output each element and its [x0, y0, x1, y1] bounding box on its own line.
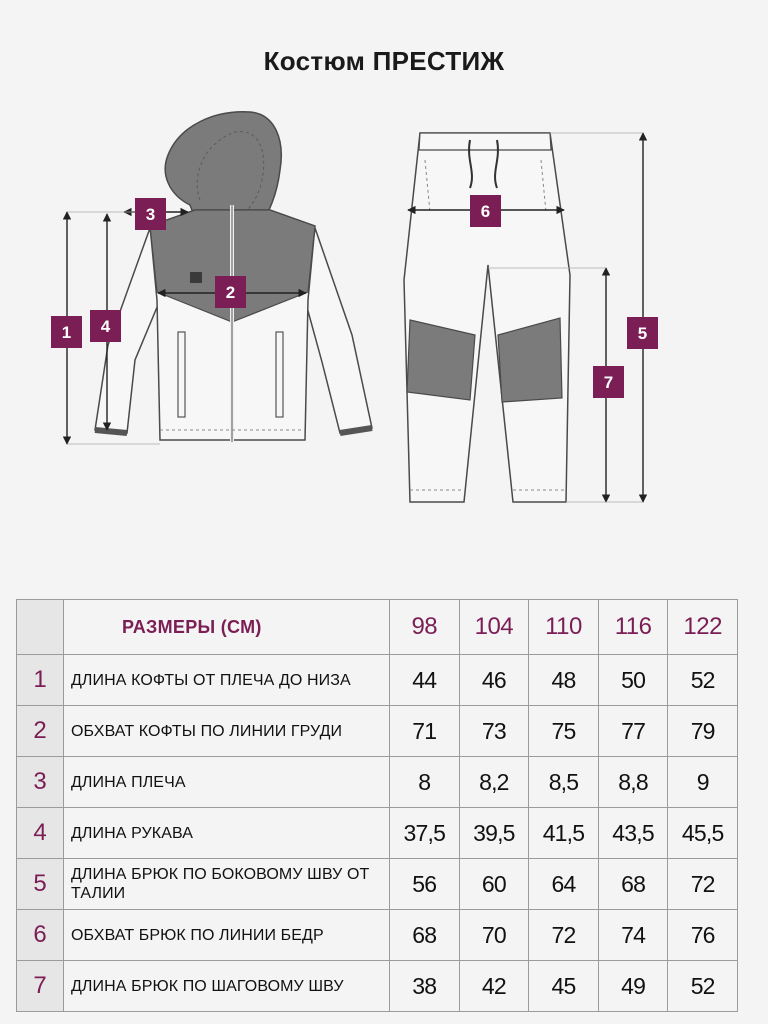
- cell-value: 52: [668, 961, 738, 1012]
- cell-value: 48: [529, 655, 599, 706]
- row-index: 1: [17, 655, 64, 706]
- row-index: 5: [17, 859, 64, 910]
- header-corner: [17, 600, 64, 655]
- cell-value: 8: [390, 757, 460, 808]
- cell-value: 45: [529, 961, 599, 1012]
- cell-value: 41,5: [529, 808, 599, 859]
- svg-text:4: 4: [100, 317, 111, 336]
- cell-value: 46: [459, 655, 529, 706]
- svg-text:1: 1: [61, 323, 72, 342]
- header-label: РАЗМЕРЫ (СМ): [64, 600, 390, 655]
- marker-5: [627, 317, 658, 349]
- size-header: 98: [390, 600, 460, 655]
- table-row: [17, 859, 738, 910]
- row-label: ДЛИНА БРЮК ПО БОКОВОМУ ШВУ ОТ ТАЛИИ: [64, 859, 390, 910]
- page-title: Костюм ПРЕСТИЖ: [263, 46, 505, 76]
- cell-value: 45,5: [668, 808, 738, 859]
- svg-text:2: 2: [225, 283, 236, 302]
- cell-value: 68: [390, 910, 460, 961]
- row-index: 6: [17, 910, 64, 961]
- row-label: ДЛИНА ПЛЕЧА: [64, 757, 390, 808]
- cell-value: 43,5: [598, 808, 668, 859]
- row-index: 2: [17, 706, 64, 757]
- table-row: [17, 706, 738, 757]
- table-row: [17, 655, 738, 706]
- size-table: [16, 599, 738, 1012]
- marker-1: [51, 316, 82, 348]
- cell-value: 70: [459, 910, 529, 961]
- svg-text:6: 6: [480, 202, 491, 221]
- row-label: ОБХВАТ КОФТЫ ПО ЛИНИИ ГРУДИ: [64, 706, 390, 757]
- row-label: ДЛИНА БРЮК ПО ШАГОВОМУ ШВУ: [64, 961, 390, 1012]
- row-index: 7: [17, 961, 64, 1012]
- row-index: 3: [17, 757, 64, 808]
- marker-3: [135, 198, 166, 230]
- cell-value: 64: [529, 859, 599, 910]
- table-row: [17, 757, 738, 808]
- garment-illustration: [0, 100, 768, 530]
- cell-value: 68: [598, 859, 668, 910]
- cell-value: 76: [668, 910, 738, 961]
- table-row: [17, 910, 738, 961]
- svg-text:3: 3: [145, 205, 156, 224]
- marker-6: [470, 195, 501, 227]
- marker-2: [215, 276, 246, 308]
- cell-value: 72: [668, 859, 738, 910]
- cell-value: 8,8: [598, 757, 668, 808]
- cell-value: 56: [390, 859, 460, 910]
- marker-7: [593, 366, 624, 398]
- cell-value: 37,5: [390, 808, 460, 859]
- cell-value: 42: [459, 961, 529, 1012]
- table-row: [17, 961, 738, 1012]
- svg-text:5: 5: [637, 324, 648, 343]
- cell-value: 9: [668, 757, 738, 808]
- cell-value: 77: [598, 706, 668, 757]
- cell-value: 71: [390, 706, 460, 757]
- row-label: ОБХВАТ БРЮК ПО ЛИНИИ БЕДР: [64, 910, 390, 961]
- svg-text:7: 7: [603, 373, 614, 392]
- size-table-header: [17, 600, 738, 655]
- marker-4: [90, 310, 121, 342]
- cell-value: 50: [598, 655, 668, 706]
- cell-value: 39,5: [459, 808, 529, 859]
- cell-value: 38: [390, 961, 460, 1012]
- size-header: 104: [459, 600, 529, 655]
- pants-drawing: [404, 133, 570, 502]
- row-index: 4: [17, 808, 64, 859]
- size-header: 116: [598, 600, 668, 655]
- cell-value: 72: [529, 910, 599, 961]
- cell-value: 75: [529, 706, 599, 757]
- size-header: 122: [668, 600, 738, 655]
- size-header: 110: [529, 600, 599, 655]
- cell-value: 60: [459, 859, 529, 910]
- cell-value: 52: [668, 655, 738, 706]
- row-label: ДЛИНА РУКАВА: [64, 808, 390, 859]
- row-label: ДЛИНА КОФТЫ ОТ ПЛЕЧА ДО НИЗА: [64, 655, 390, 706]
- cell-value: 79: [668, 706, 738, 757]
- cell-value: 74: [598, 910, 668, 961]
- cell-value: 73: [459, 706, 529, 757]
- cell-value: 44: [390, 655, 460, 706]
- table-row: [17, 808, 738, 859]
- cell-value: 49: [598, 961, 668, 1012]
- cell-value: 8,2: [459, 757, 529, 808]
- cell-value: 8,5: [529, 757, 599, 808]
